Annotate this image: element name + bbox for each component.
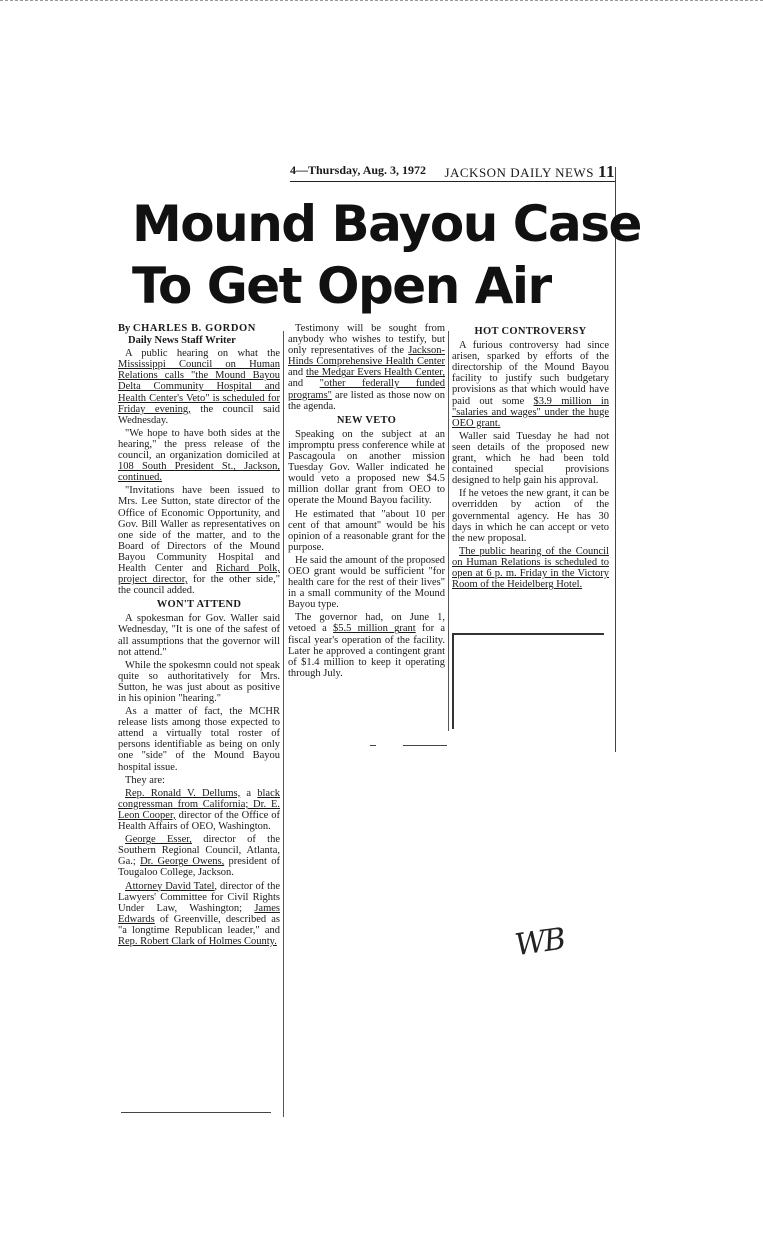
paragraph: As a matter of fact, the MCHR release lists among those expected to attend a virtually total roster of persons identifiable as being on only one "side" of the Mound Bayou hospital issue. [118, 706, 280, 773]
header-date: 4—Thursday, Aug. 3, 1972 [290, 163, 427, 177]
paragraph: The governor had, on June 1, vetoed a $5.5 million grant for a fiscal year's operation of the facility. Later he approved a contingent grant of $1.4 million to keep it operating through July. [288, 612, 445, 679]
paragraph: Rep. Ronald V. Dellums, a black congressman from California; Dr. E. Leon Cooper, director of the Office of Health Affairs of OEO, Washington. [118, 787, 280, 833]
page-header [290, 163, 615, 182]
article-column-3 [452, 323, 609, 592]
newspaper-clipping [118, 155, 641, 1120]
paragraph: A spokesman for Gov. Waller said Wednesday, "It is one of the safest of all assumptions that the governor will not attend." [118, 613, 280, 658]
paragraph: Testimony will be sought from anybody who wishes to testify, but only representatives of the Jackson-Hinds Comprehensive Health Center and the Medgar Evers Health Center, and "other federally funded programs" are listed as those now on the agenda. [288, 323, 445, 412]
column-3-end-box [452, 633, 604, 729]
handwritten-initials: WB [512, 921, 567, 964]
paragraph: The public hearing of the Council on Human Relations is scheduled to open at 6 p. m. Friday in the Victory Room of the Heidelberg Hotel. [452, 545, 609, 591]
headline-line-1: Mound Bayou Case [132, 195, 641, 253]
scan-top-edge [0, 0, 763, 1]
page-number: 11 [597, 162, 615, 181]
subheading-new-veto: NEW VETO [336, 414, 397, 426]
paragraph: He estimated that "about 10 per cent of that amount" would be his opinion of a reasonable grant for the purpose. [288, 508, 445, 553]
column-1-end-mark [121, 1112, 271, 1113]
right-border-rule [615, 167, 616, 752]
paragraph: If he vetoes the new grant, it can be overridden by action of the governmental agency. He has 30 days in which he can accept or veto the new proposal. [452, 488, 609, 544]
paragraph: Speaking on the subject at an impromptu press conference while at Pascagoula on another mission Tuesday Gov. Waller indicated he would veto a proposed new $4.5 million dollar grant from OEO to operate the Mound Bayou facility. [288, 428, 445, 507]
headline [132, 193, 641, 317]
paragraph: Waller said Tuesday he had not seen details of the proposed new grant, which he had been told contained special provisions designed to help gain his approval. [452, 430, 609, 487]
author-name: CHARLES B. GORDON [132, 323, 256, 334]
byline: By CHARLES B. GORDON [118, 323, 256, 334]
paragraph: A furious controversy had since arisen, sparked by efforts of the directorship of the Mound Bayou facility to justify such budgetary provisions as that which would have paid out some $3.9 million in "salaries and wages" under the huge OEO grant. [452, 340, 609, 429]
paragraph: A public hearing on what the Mississippi Council on Human Relations calls "the Mound Bayou Delta Community Hospital and Health Center's Veto" is scheduled for Friday evening, the council said Wednesday. [118, 348, 280, 426]
article-column-1 [118, 323, 280, 949]
column-rule-1 [283, 331, 284, 1117]
paragraph: He said the amount of the proposed OEO grant would be sufficient "for health care for the rest of their lives" in a small community of the Mound Bayou type. [288, 554, 445, 611]
paragraph: "Invitations have been issued to Mrs. Lee Sutton, state director of the Office of Economic Opportunity, and Gov. Bill Waller as representatives on one side of the matter, and to the Board of Directors of the Mound Bayou Community Hospital and Health Center and Richard Polk, project director, for the other side," the council added. [118, 485, 280, 597]
paragraph: Attorney David Tatel, director of the Lawyers' Committee for Civil Rights Under Law, Washington; James Edwards of Greenville, described as "a longtime Republican leader," and Rep. Robert Clark of Holmes County. [118, 880, 280, 947]
paragraph: George Esser, director of the Southern Regional Council, Atlanta, Ga.; Dr. George Owens, president of Tougaloo College, Jackson. [118, 834, 280, 879]
paragraph: "We hope to have both sides at the hearing," the press release of the council, an organization domiciled at 108 South President St., Jackson, continued. [118, 427, 280, 484]
article-column-2 [288, 323, 445, 681]
column-2-end-dash [370, 745, 376, 746]
paragraph: They are: [125, 774, 165, 786]
subheading-wont-attend: WON'T ATTEND [156, 599, 242, 611]
headline-line-2: To Get Open Air [132, 257, 551, 315]
column-2-end-mark [403, 745, 447, 746]
header-paper-name [444, 162, 615, 182]
subheading-hot-controversy: HOT CONTROVERSY [474, 326, 587, 337]
paragraph: While the spokesmn could not speak quite so authoritatively for Mrs. Sutton, he was just about as positive in his opinion "hearing." [118, 659, 280, 704]
paper-title: JACKSON DAILY NEWS [444, 165, 594, 180]
author-title: Daily News Staff Writer [128, 335, 236, 347]
column-rule-2 [448, 331, 449, 731]
